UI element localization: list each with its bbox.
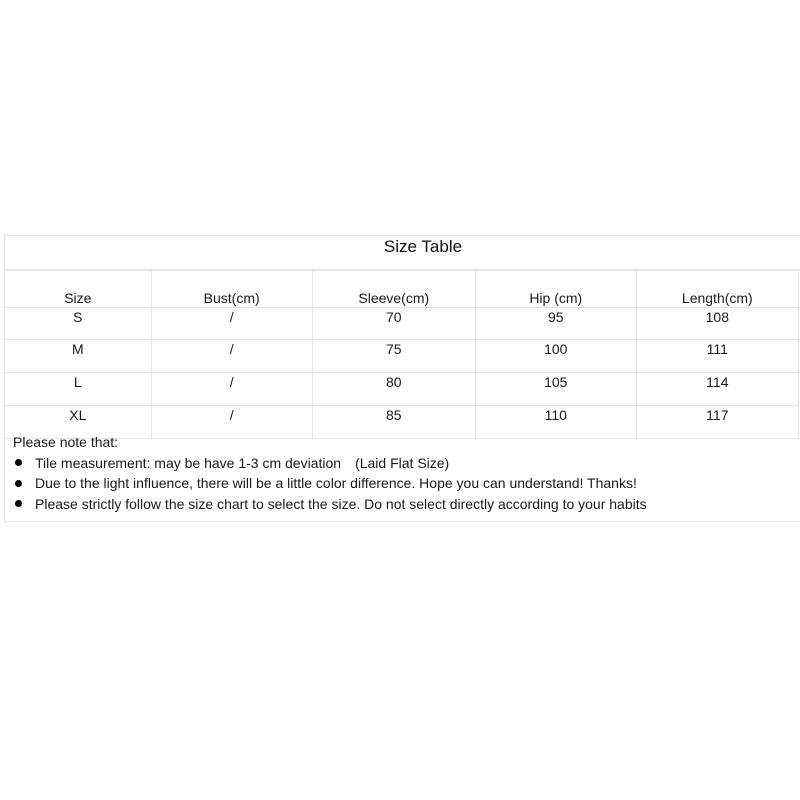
header-size: Size <box>5 271 152 308</box>
cell-hip: 105 <box>475 373 636 406</box>
cell-length: 117 <box>636 406 798 439</box>
header-sleeve: Sleeve(cm) <box>312 271 475 308</box>
note-text: Tile measurement: may be have 1-3 cm deviation (Laid Flat Size) <box>35 454 450 471</box>
cell-bust: / <box>151 308 312 340</box>
size-table <box>4 270 799 439</box>
cell-bust: / <box>151 406 312 439</box>
cell-length: 108 <box>636 308 798 340</box>
cell-length: 114 <box>636 373 798 406</box>
table-row <box>5 308 799 340</box>
cell-size: XL <box>5 406 152 439</box>
cell-length: 111 <box>636 340 798 373</box>
cell-size: S <box>5 308 152 340</box>
cell-bust: / <box>151 373 312 406</box>
note-text: Please strictly follow the size chart to select the size. Do not select directly according to your habits <box>35 495 647 512</box>
cell-size: M <box>5 340 152 373</box>
table-header-row <box>5 271 799 308</box>
bullet-icon <box>15 480 22 487</box>
note-item <box>13 473 647 494</box>
header-hip: Hip (cm) <box>475 271 636 308</box>
cell-hip: 100 <box>475 340 636 373</box>
cell-sleeve: 75 <box>312 340 475 373</box>
size-table-title-bar <box>5 236 800 270</box>
notes-heading: Please note that: <box>13 434 119 450</box>
bullet-icon <box>15 459 22 466</box>
bullet-icon <box>15 500 22 507</box>
cell-hip: 95 <box>475 308 636 340</box>
note-item <box>13 453 647 474</box>
table-row <box>5 340 799 373</box>
notes-section <box>13 432 647 514</box>
table-row <box>5 373 799 406</box>
cell-bust: / <box>151 340 312 373</box>
cell-size: L <box>5 373 152 406</box>
cell-hip: 110 <box>475 406 636 439</box>
note-text: Due to the light influence, there will be a little color difference. Hope you can understand! Thanks! <box>35 475 637 491</box>
header-bust: Bust(cm) <box>151 271 312 308</box>
cell-sleeve: 85 <box>312 406 475 439</box>
note-item <box>13 494 647 515</box>
cell-sleeve: 70 <box>312 308 475 340</box>
size-table-title: Size Table <box>383 237 463 256</box>
size-table-sheet <box>4 235 800 522</box>
cell-sleeve: 80 <box>312 373 475 406</box>
header-length: Length(cm) <box>636 271 798 308</box>
